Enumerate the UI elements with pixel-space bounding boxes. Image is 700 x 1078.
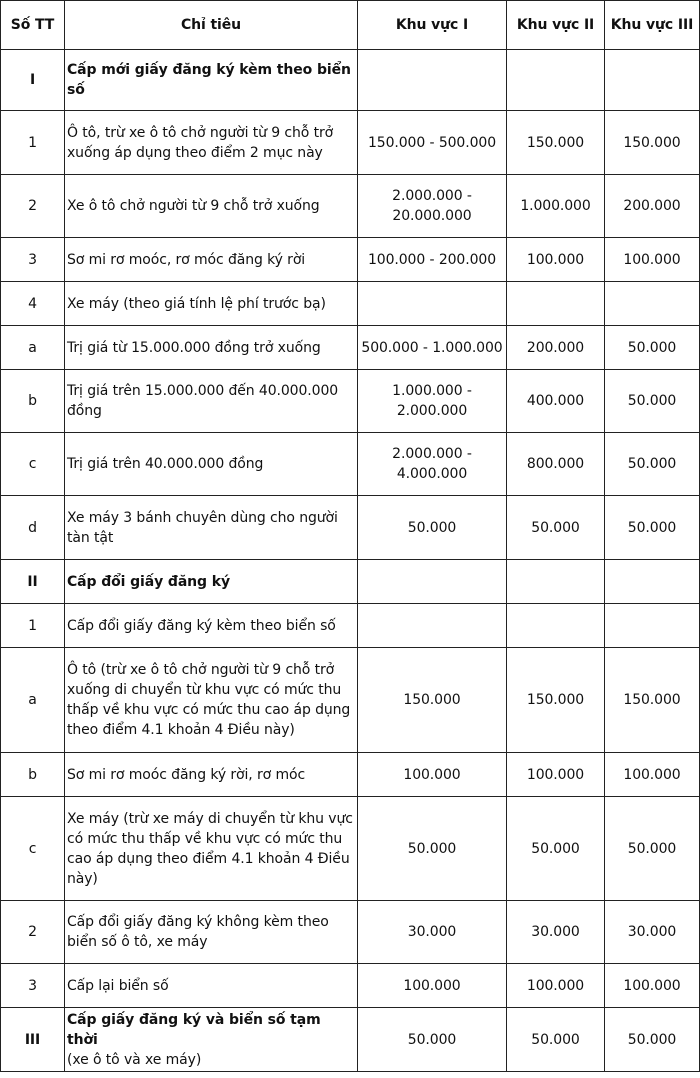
cell-chi-tieu-main: Cấp giấy đăng ký và biển số tạm thời xyxy=(67,1011,321,1048)
cell-chi-tieu: Xe máy (trừ xe máy di chuyển từ khu vực có mức thu thấp về khu vực có mức thu cao áp dụng theo điểm 4.1 khoản 4 Điều này) xyxy=(65,797,358,901)
cell-khu-vuc-1 xyxy=(358,560,507,604)
cell-stt: 2 xyxy=(1,901,65,964)
cell-khu-vuc-2: 150.000 xyxy=(507,648,605,753)
cell-khu-vuc-1 xyxy=(358,604,507,648)
cell-stt: III xyxy=(1,1008,65,1072)
table-row xyxy=(1,496,700,560)
cell-khu-vuc-1: 150.000 xyxy=(358,648,507,753)
cell-khu-vuc-1: 50.000 xyxy=(358,797,507,901)
cell-khu-vuc-1: 500.000 - 1.000.000 xyxy=(358,326,507,370)
cell-khu-vuc-1: 2.000.000 - 20.000.000 xyxy=(358,175,507,238)
cell-khu-vuc-3: 50.000 xyxy=(605,370,700,433)
cell-stt: b xyxy=(1,753,65,797)
cell-stt: 3 xyxy=(1,238,65,282)
cell-khu-vuc-2: 100.000 xyxy=(507,238,605,282)
cell-khu-vuc-3 xyxy=(605,282,700,326)
cell-chi-tieu: Ô tô, trừ xe ô tô chở người từ 9 chỗ trở xuống áp dụng theo điểm 2 mục này xyxy=(65,111,358,175)
cell-stt: 1 xyxy=(1,111,65,175)
cell-khu-vuc-2: 30.000 xyxy=(507,901,605,964)
cell-khu-vuc-3: 100.000 xyxy=(605,964,700,1008)
cell-khu-vuc-1: 2.000.000 - 4.000.000 xyxy=(358,433,507,496)
cell-chi-tieu: Trị giá từ 15.000.000 đồng trở xuống xyxy=(65,326,358,370)
cell-khu-vuc-2: 1.000.000 xyxy=(507,175,605,238)
cell-chi-tieu: Xe máy (theo giá tính lệ phí trước bạ) xyxy=(65,282,358,326)
cell-khu-vuc-1 xyxy=(358,282,507,326)
cell-khu-vuc-3: 50.000 xyxy=(605,326,700,370)
table-row xyxy=(1,560,700,604)
cell-stt: 1 xyxy=(1,604,65,648)
cell-khu-vuc-2 xyxy=(507,50,605,111)
table-row xyxy=(1,326,700,370)
cell-stt: II xyxy=(1,560,65,604)
cell-chi-tieu: Xe ô tô chở người từ 9 chỗ trở xuống xyxy=(65,175,358,238)
cell-khu-vuc-3: 50.000 xyxy=(605,496,700,560)
cell-chi-tieu: Sơ mi rơ moóc đăng ký rời, rơ móc xyxy=(65,753,358,797)
header-row xyxy=(1,1,700,50)
cell-khu-vuc-2: 100.000 xyxy=(507,753,605,797)
cell-stt: c xyxy=(1,797,65,901)
cell-stt: 2 xyxy=(1,175,65,238)
table-row xyxy=(1,753,700,797)
cell-khu-vuc-2: 50.000 xyxy=(507,797,605,901)
cell-khu-vuc-1: 1.000.000 - 2.000.000 xyxy=(358,370,507,433)
cell-stt: b xyxy=(1,370,65,433)
cell-stt: d xyxy=(1,496,65,560)
cell-chi-tieu-note: (xe ô tô và xe máy) xyxy=(67,1051,202,1068)
table-row xyxy=(1,964,700,1008)
cell-khu-vuc-2: 200.000 xyxy=(507,326,605,370)
cell-khu-vuc-1: 50.000 xyxy=(358,496,507,560)
cell-khu-vuc-3: 50.000 xyxy=(605,1008,700,1072)
table-row xyxy=(1,797,700,901)
cell-chi-tieu: Xe máy 3 bánh chuyên dùng cho người tàn tật xyxy=(65,496,358,560)
cell-khu-vuc-1: 100.000 xyxy=(358,964,507,1008)
cell-khu-vuc-1: 100.000 xyxy=(358,753,507,797)
cell-khu-vuc-1: 50.000 xyxy=(358,1008,507,1072)
table-row xyxy=(1,648,700,753)
cell-chi-tieu: Cấp mới giấy đăng ký kèm theo biển số xyxy=(65,50,358,111)
header-khu-vuc-2: Khu vực II xyxy=(507,1,605,50)
table-row xyxy=(1,901,700,964)
cell-chi-tieu: Trị giá trên 40.000.000 đồng xyxy=(65,433,358,496)
table-row xyxy=(1,604,700,648)
cell-khu-vuc-3: 30.000 xyxy=(605,901,700,964)
header-chi-tieu: Chỉ tiêu xyxy=(65,1,358,50)
cell-stt: I xyxy=(1,50,65,111)
header-khu-vuc-3: Khu vực III xyxy=(605,1,700,50)
cell-khu-vuc-3 xyxy=(605,604,700,648)
table-row xyxy=(1,1008,700,1072)
cell-khu-vuc-1: 150.000 - 500.000 xyxy=(358,111,507,175)
table-row xyxy=(1,370,700,433)
cell-khu-vuc-3: 100.000 xyxy=(605,753,700,797)
cell-chi-tieu: Cấp đổi giấy đăng ký không kèm theo biển số ô tô, xe máy xyxy=(65,901,358,964)
table-row xyxy=(1,282,700,326)
cell-khu-vuc-2: 400.000 xyxy=(507,370,605,433)
cell-chi-tieu: Ô tô (trừ xe ô tô chở người từ 9 chỗ trở xuống di chuyển từ khu vực có mức thu thấp về khu vực có mức thu cao áp dụng theo điểm 4.1 khoản 4 Điều này) xyxy=(65,648,358,753)
cell-khu-vuc-3: 200.000 xyxy=(605,175,700,238)
cell-stt: 4 xyxy=(1,282,65,326)
header-stt: Số TT xyxy=(1,1,65,50)
cell-stt: 3 xyxy=(1,964,65,1008)
cell-khu-vuc-3 xyxy=(605,50,700,111)
cell-khu-vuc-2: 50.000 xyxy=(507,1008,605,1072)
cell-khu-vuc-3: 150.000 xyxy=(605,648,700,753)
cell-chi-tieu xyxy=(65,1008,358,1072)
header-khu-vuc-1: Khu vực I xyxy=(358,1,507,50)
table-row xyxy=(1,111,700,175)
cell-khu-vuc-1: 100.000 - 200.000 xyxy=(358,238,507,282)
cell-khu-vuc-3 xyxy=(605,560,700,604)
cell-stt: c xyxy=(1,433,65,496)
cell-chi-tieu: Cấp đổi giấy đăng ký xyxy=(65,560,358,604)
cell-khu-vuc-1 xyxy=(358,50,507,111)
cell-khu-vuc-2 xyxy=(507,282,605,326)
cell-khu-vuc-3: 50.000 xyxy=(605,797,700,901)
table-row xyxy=(1,433,700,496)
cell-stt: a xyxy=(1,326,65,370)
table-row xyxy=(1,50,700,111)
cell-khu-vuc-1: 30.000 xyxy=(358,901,507,964)
cell-khu-vuc-3: 50.000 xyxy=(605,433,700,496)
table-row xyxy=(1,175,700,238)
cell-chi-tieu: Trị giá trên 15.000.000 đến 40.000.000 đồng xyxy=(65,370,358,433)
cell-khu-vuc-2 xyxy=(507,604,605,648)
cell-chi-tieu: Sơ mi rơ moóc, rơ móc đăng ký rời xyxy=(65,238,358,282)
cell-chi-tieu: Cấp đổi giấy đăng ký kèm theo biển số xyxy=(65,604,358,648)
cell-khu-vuc-3: 150.000 xyxy=(605,111,700,175)
cell-khu-vuc-2 xyxy=(507,560,605,604)
cell-stt: a xyxy=(1,648,65,753)
cell-khu-vuc-3: 100.000 xyxy=(605,238,700,282)
cell-khu-vuc-2: 800.000 xyxy=(507,433,605,496)
cell-khu-vuc-2: 50.000 xyxy=(507,496,605,560)
cell-khu-vuc-2: 100.000 xyxy=(507,964,605,1008)
table-row xyxy=(1,238,700,282)
cell-khu-vuc-2: 150.000 xyxy=(507,111,605,175)
cell-chi-tieu: Cấp lại biển số xyxy=(65,964,358,1008)
